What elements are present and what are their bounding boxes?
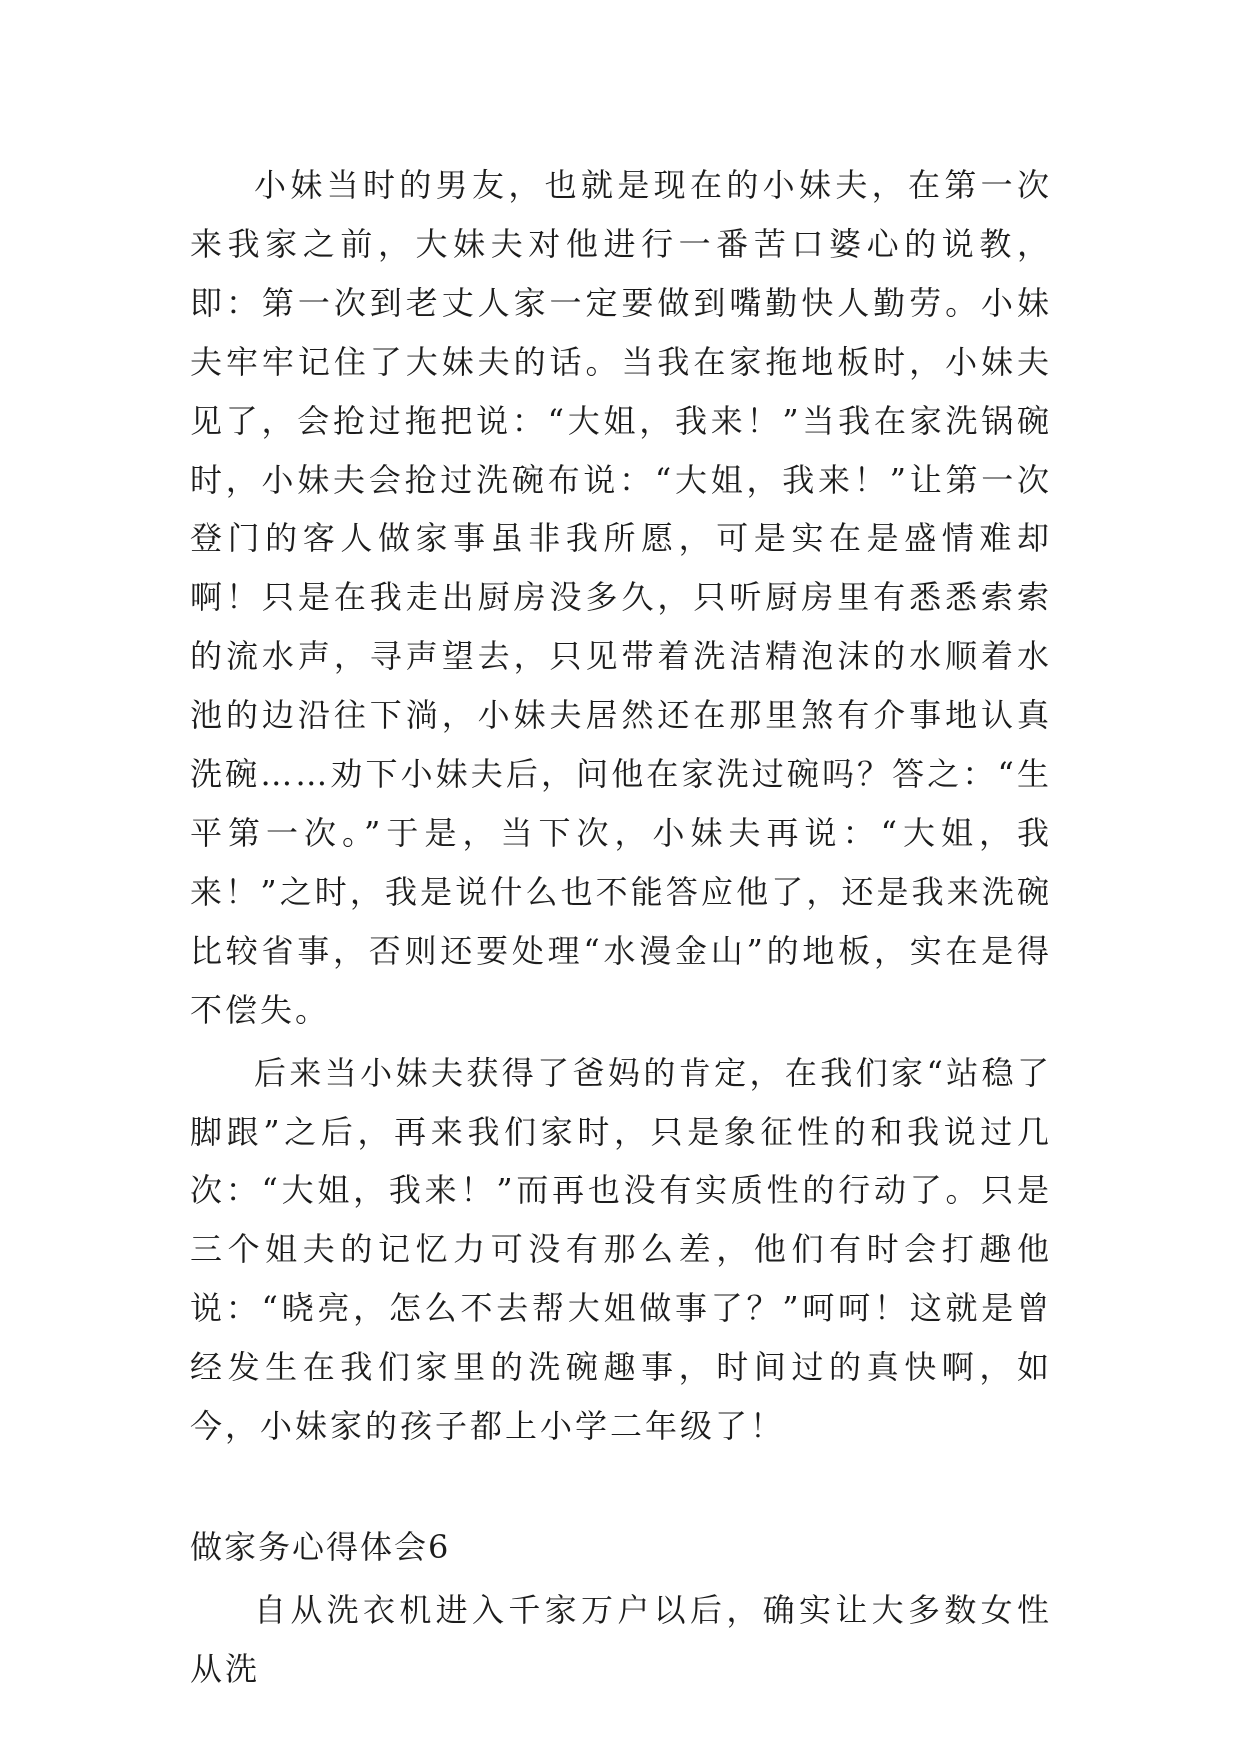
section-heading: 做家务心得体会6 xyxy=(190,1527,451,1566)
paragraph-1: 小妹当时的男友，也就是现在的小妹夫，在第一次来我家之前，大妹夫对他进行一番苦口婆心的说教，即：第一次到老丈人家一定要做到嘴勤快人勤劳。小妹夫牢牢记住了大妹夫的话。当我在家拖地板时，小妹夫见了，会抢过拖把说：“大姐，我来！”当我在家洗锅碗时，小妹夫会抢过洗碗布说：“大姐，我来！”让第一次登门的客人做家事虽非我所愿，可是实在是盛情难却啊！只是在我走出厨房没多久，只听厨房里有悉悉索索的流水声，寻声望去，只见带着洗洁精泡沫的水顺着水池的边沿往下淌，小妹夫居然还在那里煞有介事地认真洗碗……劝下小妹夫后，问他在家洗过碗吗？答之：“生平第一次。”于是，当下次，小妹夫再说：“大姐，我来！”之时，我是说什么也不能答应他了，还是我来洗碗比较省事，否则还要处理“水漫金山”的地板，实在是得不偿失。 xyxy=(190,166,1052,1029)
document-body xyxy=(190,156,1052,1699)
paragraph-2: 后来当小妹夫获得了爸妈的肯定，在我们家“站稳了脚跟”之后，再来我们家时，只是象征性的和我说过几次：“大姐，我来！”而再也没有实质性的行动了。只是三个姐夫的记忆力可没有那么差，他们有时会打趣他说：“晓亮，怎么不去帮大姐做事了？”呵呵！这就是曾经发生在我们家里的洗碗趣事，时间过的真快啊，如今，小妹家的孩子都上小学二年级了！ xyxy=(190,1053,1052,1446)
paragraph-3: 自从洗衣机进入千家万户以后，确实让大多数女性从洗 xyxy=(190,1590,1052,1688)
